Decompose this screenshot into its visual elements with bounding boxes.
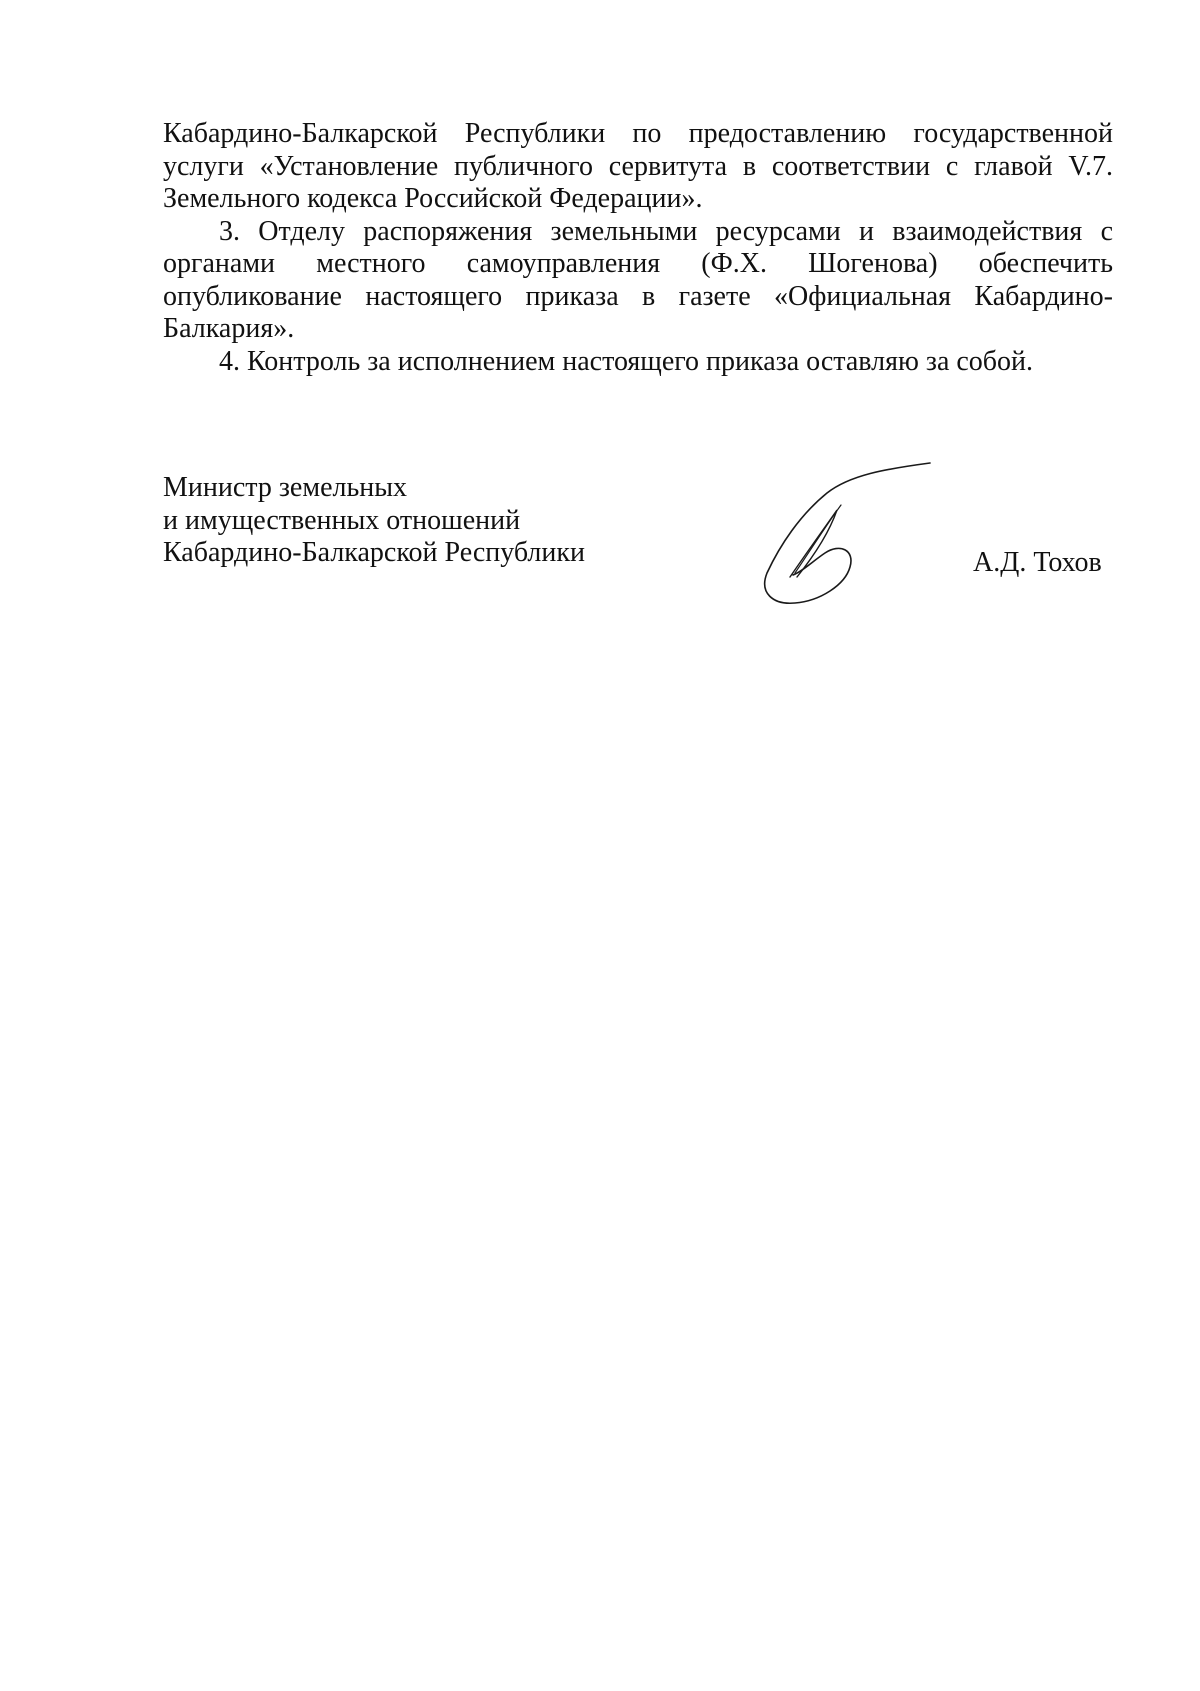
paragraph-line: опубликование настоящего приказа в газете «Официальная Кабардино- [163,280,1113,312]
paragraph-item-3 [163,216,1113,346]
paragraph-continued [163,118,1113,216]
signatory-name: А.Д. Тохов [973,547,1102,578]
position-line: и имущественных отношений [163,504,521,536]
document-body [163,118,1113,378]
paragraph-line: 4. Контроль за исполнением настоящего приказа оставляю за собой. [219,345,1034,377]
paragraph-line: с органами местного самоуправления (Ф.Х. Шогенова) обеспечить [163,215,1113,279]
paragraph-item-4 [163,346,1113,379]
handwritten-signature [755,455,935,610]
paragraph-line: услуги «Установление публичного сервитута в соответствии [163,150,946,182]
paragraph-line: с главой V.7. Земельного кодекса Российской Федерации». [163,150,1114,214]
paragraph-line: Балкария». [163,313,295,344]
paragraph-line: 3. Отделу распоряжения земельными ресурсами и взаимодействия [219,215,1101,247]
paragraph-line: Кабардино-Балкарской Республики по предоставлению государственной [163,118,1113,149]
signatory-position [163,472,585,570]
position-line: Министр земельных [163,472,408,503]
position-line: Кабардино-Балкарской Республики [163,537,585,568]
